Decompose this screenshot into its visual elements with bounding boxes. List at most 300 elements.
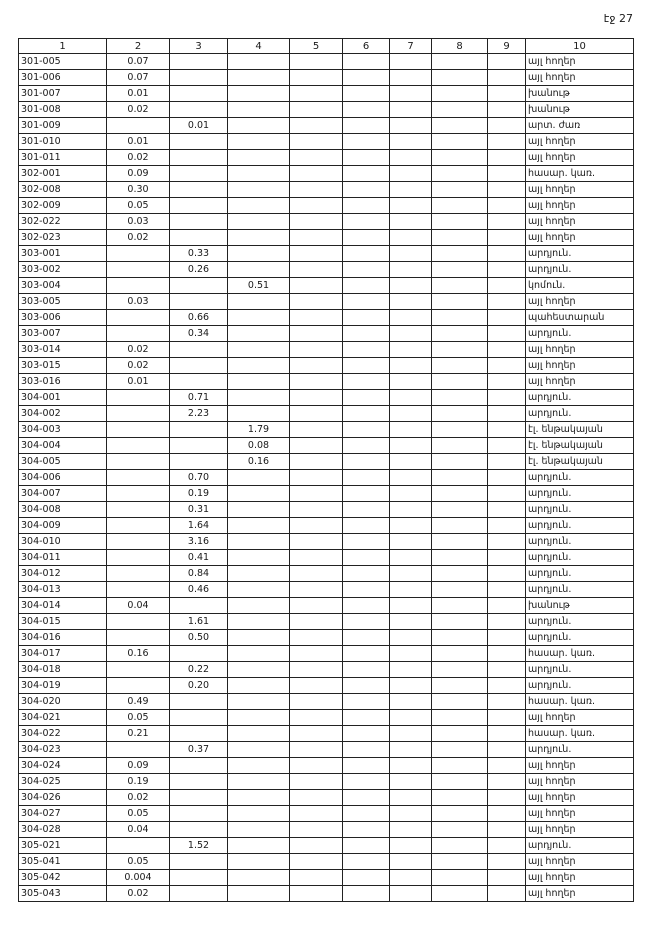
parcel-code-cell: 303-005 xyxy=(19,294,107,310)
land-use-cell: այլ հողեր xyxy=(526,758,634,774)
column-7-cell xyxy=(390,246,432,262)
table-row xyxy=(19,550,634,566)
column-8-cell xyxy=(432,822,488,838)
column-2-cell xyxy=(107,550,170,566)
column-4-cell xyxy=(228,502,290,518)
column-8-cell xyxy=(432,806,488,822)
column-4-cell xyxy=(228,486,290,502)
table-row xyxy=(19,278,634,294)
column-4-cell xyxy=(228,582,290,598)
column-2-cell xyxy=(107,518,170,534)
column-4-cell xyxy=(228,774,290,790)
table-row xyxy=(19,806,634,822)
column-6-cell xyxy=(343,518,390,534)
column-4-cell: 0.16 xyxy=(228,454,290,470)
column-7-cell xyxy=(390,838,432,854)
column-9-cell xyxy=(488,374,526,390)
land-use-cell: արդյուն. xyxy=(526,614,634,630)
table-row xyxy=(19,582,634,598)
column-8-cell xyxy=(432,662,488,678)
column-2-cell: 0.05 xyxy=(107,710,170,726)
column-3-cell xyxy=(170,198,228,214)
column-7-cell xyxy=(390,662,432,678)
land-use-cell: արդյուն. xyxy=(526,630,634,646)
column-7-cell xyxy=(390,214,432,230)
column-8-cell xyxy=(432,886,488,902)
column-4-cell xyxy=(228,150,290,166)
table-row xyxy=(19,182,634,198)
column-5-cell xyxy=(290,278,343,294)
column-6-cell xyxy=(343,710,390,726)
column-6-cell xyxy=(343,454,390,470)
column-3-cell: 0.46 xyxy=(170,582,228,598)
column-3-cell xyxy=(170,710,228,726)
column-9-cell xyxy=(488,678,526,694)
column-2-cell xyxy=(107,118,170,134)
column-8-cell xyxy=(432,310,488,326)
column-9-cell xyxy=(488,854,526,870)
column-2-cell: 0.01 xyxy=(107,374,170,390)
column-2-cell xyxy=(107,630,170,646)
column-9-cell xyxy=(488,550,526,566)
column-4-cell xyxy=(228,678,290,694)
parcel-code-cell: 304-001 xyxy=(19,390,107,406)
column-5-cell xyxy=(290,694,343,710)
table-row xyxy=(19,566,634,582)
column-8-cell xyxy=(432,166,488,182)
column-4-cell xyxy=(228,822,290,838)
column-5-cell xyxy=(290,246,343,262)
table-row xyxy=(19,166,634,182)
column-7-cell xyxy=(390,550,432,566)
column-3-cell xyxy=(170,806,228,822)
land-use-cell: այլ հողեր xyxy=(526,342,634,358)
column-5-cell xyxy=(290,502,343,518)
column-3-cell xyxy=(170,150,228,166)
land-use-cell: այլ հողեր xyxy=(526,230,634,246)
parcel-code-cell: 304-028 xyxy=(19,822,107,838)
column-5-cell xyxy=(290,198,343,214)
column-2-cell: 0.03 xyxy=(107,214,170,230)
column-3-cell: 0.26 xyxy=(170,262,228,278)
column-6-cell xyxy=(343,134,390,150)
column-8-cell xyxy=(432,422,488,438)
column-7-cell xyxy=(390,358,432,374)
column-6-cell xyxy=(343,358,390,374)
column-4-cell xyxy=(228,646,290,662)
column-8-cell xyxy=(432,278,488,294)
column-2-cell: 0.21 xyxy=(107,726,170,742)
column-2-cell: 0.49 xyxy=(107,694,170,710)
parcel-code-cell: 304-010 xyxy=(19,534,107,550)
column-4-cell xyxy=(228,214,290,230)
column-header: 6 xyxy=(343,39,390,54)
parcel-code-cell: 305-021 xyxy=(19,838,107,854)
column-8-cell xyxy=(432,550,488,566)
column-2-cell: 0.004 xyxy=(107,870,170,886)
column-6-cell xyxy=(343,342,390,358)
column-8-cell xyxy=(432,470,488,486)
table-row xyxy=(19,214,634,230)
column-3-cell xyxy=(170,758,228,774)
land-use-cell: այլ հողեր xyxy=(526,822,634,838)
column-7-cell xyxy=(390,518,432,534)
column-9-cell xyxy=(488,262,526,278)
column-4-cell xyxy=(228,406,290,422)
column-3-cell: 3.16 xyxy=(170,534,228,550)
column-4-cell xyxy=(228,246,290,262)
parcel-code-cell: 301-006 xyxy=(19,70,107,86)
column-2-cell xyxy=(107,566,170,582)
land-use-cell: այլ հողեր xyxy=(526,774,634,790)
column-8-cell xyxy=(432,630,488,646)
column-7-cell xyxy=(390,614,432,630)
column-7-cell xyxy=(390,86,432,102)
column-2-cell xyxy=(107,470,170,486)
column-8-cell xyxy=(432,102,488,118)
column-9-cell xyxy=(488,342,526,358)
column-7-cell xyxy=(390,678,432,694)
column-6-cell xyxy=(343,582,390,598)
parcel-code-cell: 304-007 xyxy=(19,486,107,502)
land-use-cell: հասար. կառ. xyxy=(526,166,634,182)
column-2-cell: 0.30 xyxy=(107,182,170,198)
column-7-cell xyxy=(390,742,432,758)
column-2-cell: 0.05 xyxy=(107,198,170,214)
column-7-cell xyxy=(390,390,432,406)
column-5-cell xyxy=(290,518,343,534)
table-row xyxy=(19,678,634,694)
column-5-cell xyxy=(290,102,343,118)
column-7-cell xyxy=(390,310,432,326)
column-4-cell xyxy=(228,838,290,854)
column-7-cell xyxy=(390,534,432,550)
parcel-code-cell: 304-015 xyxy=(19,614,107,630)
column-3-cell xyxy=(170,822,228,838)
column-6-cell xyxy=(343,182,390,198)
table-row xyxy=(19,86,634,102)
column-8-cell xyxy=(432,582,488,598)
land-use-cell: խանութ xyxy=(526,102,634,118)
land-use-cell: արդյուն. xyxy=(526,262,634,278)
column-4-cell xyxy=(228,742,290,758)
parcel-code-cell: 304-002 xyxy=(19,406,107,422)
column-4-cell: 0.51 xyxy=(228,278,290,294)
column-8-cell xyxy=(432,150,488,166)
column-9-cell xyxy=(488,438,526,454)
column-9-cell xyxy=(488,166,526,182)
column-8-cell xyxy=(432,358,488,374)
column-5-cell xyxy=(290,150,343,166)
column-5-cell xyxy=(290,550,343,566)
column-5-cell xyxy=(290,726,343,742)
column-9-cell xyxy=(488,102,526,118)
column-6-cell xyxy=(343,774,390,790)
column-8-cell xyxy=(432,870,488,886)
land-use-cell: խանութ xyxy=(526,86,634,102)
column-6-cell xyxy=(343,262,390,278)
table-row xyxy=(19,710,634,726)
land-use-cell: արդյուն. xyxy=(526,470,634,486)
column-3-cell xyxy=(170,182,228,198)
column-5-cell xyxy=(290,630,343,646)
land-use-cell: հասար. կառ. xyxy=(526,726,634,742)
parcel-code-cell: 301-007 xyxy=(19,86,107,102)
column-3-cell xyxy=(170,134,228,150)
column-4-cell xyxy=(228,662,290,678)
land-use-cell: արտ. ժառ xyxy=(526,118,634,134)
land-use-cell: արդյուն. xyxy=(526,486,634,502)
column-7-cell xyxy=(390,646,432,662)
column-8-cell xyxy=(432,502,488,518)
table-row xyxy=(19,822,634,838)
column-7-cell xyxy=(390,278,432,294)
column-6-cell xyxy=(343,630,390,646)
column-4-cell xyxy=(228,166,290,182)
column-7-cell xyxy=(390,870,432,886)
column-9-cell xyxy=(488,134,526,150)
land-use-cell: այլ հողեր xyxy=(526,198,634,214)
column-2-cell: 0.07 xyxy=(107,70,170,86)
parcel-code-cell: 303-006 xyxy=(19,310,107,326)
table-row xyxy=(19,150,634,166)
column-5-cell xyxy=(290,566,343,582)
column-6-cell xyxy=(343,742,390,758)
table-row xyxy=(19,886,634,902)
table-row xyxy=(19,646,634,662)
column-7-cell xyxy=(390,182,432,198)
column-6-cell xyxy=(343,870,390,886)
parcel-code-cell: 301-005 xyxy=(19,54,107,70)
column-header: 7 xyxy=(390,39,432,54)
column-9-cell xyxy=(488,502,526,518)
column-8-cell xyxy=(432,566,488,582)
parcel-code-cell: 303-004 xyxy=(19,278,107,294)
column-3-cell: 0.31 xyxy=(170,502,228,518)
column-5-cell xyxy=(290,310,343,326)
page-number: էջ 27 xyxy=(603,12,633,25)
table-row xyxy=(19,758,634,774)
parcel-code-cell: 302-008 xyxy=(19,182,107,198)
column-8-cell xyxy=(432,694,488,710)
column-9-cell xyxy=(488,870,526,886)
table-row xyxy=(19,54,634,70)
column-3-cell: 0.70 xyxy=(170,470,228,486)
column-4-cell xyxy=(228,598,290,614)
parcel-code-cell: 304-004 xyxy=(19,438,107,454)
table-row xyxy=(19,502,634,518)
column-5-cell xyxy=(290,390,343,406)
column-4-cell xyxy=(228,134,290,150)
column-5-cell xyxy=(290,422,343,438)
column-3-cell xyxy=(170,102,228,118)
column-8-cell xyxy=(432,134,488,150)
column-6-cell xyxy=(343,854,390,870)
column-2-cell xyxy=(107,662,170,678)
table-row xyxy=(19,518,634,534)
land-use-cell: արդյուն. xyxy=(526,534,634,550)
column-7-cell xyxy=(390,790,432,806)
column-5-cell xyxy=(290,870,343,886)
column-9-cell xyxy=(488,486,526,502)
column-5-cell xyxy=(290,454,343,470)
parcel-code-cell: 304-016 xyxy=(19,630,107,646)
column-3-cell: 0.34 xyxy=(170,326,228,342)
column-7-cell xyxy=(390,262,432,278)
column-7-cell xyxy=(390,630,432,646)
column-9-cell xyxy=(488,614,526,630)
column-4-cell xyxy=(228,86,290,102)
land-use-cell: արդյուն. xyxy=(526,246,634,262)
column-7-cell xyxy=(390,70,432,86)
column-9-cell xyxy=(488,822,526,838)
column-2-cell: 0.02 xyxy=(107,342,170,358)
table-row xyxy=(19,246,634,262)
table-row xyxy=(19,262,634,278)
parcel-code-cell: 303-016 xyxy=(19,374,107,390)
column-4-cell xyxy=(228,710,290,726)
column-8-cell xyxy=(432,742,488,758)
column-2-cell: 0.02 xyxy=(107,358,170,374)
column-7-cell xyxy=(390,374,432,390)
column-3-cell xyxy=(170,870,228,886)
column-7-cell xyxy=(390,886,432,902)
column-6-cell xyxy=(343,150,390,166)
column-6-cell xyxy=(343,118,390,134)
land-use-cell: արդյուն. xyxy=(526,838,634,854)
column-2-cell: 0.01 xyxy=(107,86,170,102)
land-use-cell: այլ հողեր xyxy=(526,214,634,230)
column-8-cell xyxy=(432,758,488,774)
column-2-cell xyxy=(107,310,170,326)
column-8-cell xyxy=(432,246,488,262)
column-7-cell xyxy=(390,758,432,774)
column-4-cell xyxy=(228,694,290,710)
column-9-cell xyxy=(488,214,526,230)
column-8-cell xyxy=(432,262,488,278)
column-8-cell xyxy=(432,182,488,198)
column-2-cell xyxy=(107,678,170,694)
column-9-cell xyxy=(488,726,526,742)
land-use-cell: այլ հողեր xyxy=(526,150,634,166)
column-2-cell xyxy=(107,390,170,406)
column-7-cell xyxy=(390,438,432,454)
column-2-cell: 0.05 xyxy=(107,854,170,870)
column-2-cell xyxy=(107,422,170,438)
column-8-cell xyxy=(432,70,488,86)
column-2-cell: 0.03 xyxy=(107,294,170,310)
column-4-cell xyxy=(228,470,290,486)
parcel-code-cell: 301-009 xyxy=(19,118,107,134)
parcel-code-cell: 303-002 xyxy=(19,262,107,278)
column-2-cell: 0.02 xyxy=(107,230,170,246)
column-8-cell xyxy=(432,598,488,614)
parcel-code-cell: 303-014 xyxy=(19,342,107,358)
column-6-cell xyxy=(343,294,390,310)
column-6-cell xyxy=(343,246,390,262)
column-4-cell xyxy=(228,614,290,630)
column-2-cell: 0.07 xyxy=(107,54,170,70)
column-5-cell xyxy=(290,214,343,230)
table-row xyxy=(19,838,634,854)
column-5-cell xyxy=(290,822,343,838)
column-5-cell xyxy=(290,86,343,102)
column-9-cell xyxy=(488,230,526,246)
column-5-cell xyxy=(290,646,343,662)
column-8-cell xyxy=(432,854,488,870)
land-use-cell: կոմուն. xyxy=(526,278,634,294)
parcel-code-cell: 304-023 xyxy=(19,742,107,758)
column-6-cell xyxy=(343,822,390,838)
column-2-cell: 0.09 xyxy=(107,166,170,182)
land-use-cell: արդյուն. xyxy=(526,742,634,758)
table-row xyxy=(19,438,634,454)
land-use-cell: այլ հողեր xyxy=(526,374,634,390)
column-5-cell xyxy=(290,182,343,198)
column-header: 8 xyxy=(432,39,488,54)
parcel-code-cell: 302-023 xyxy=(19,230,107,246)
column-3-cell: 2.23 xyxy=(170,406,228,422)
land-use-cell: այլ հողեր xyxy=(526,854,634,870)
column-7-cell xyxy=(390,470,432,486)
column-3-cell xyxy=(170,694,228,710)
column-2-cell xyxy=(107,742,170,758)
column-5-cell xyxy=(290,374,343,390)
parcel-code-cell: 304-021 xyxy=(19,710,107,726)
column-5-cell xyxy=(290,294,343,310)
column-2-cell: 0.04 xyxy=(107,822,170,838)
column-8-cell xyxy=(432,294,488,310)
column-8-cell xyxy=(432,486,488,502)
land-use-cell: հասար. կառ. xyxy=(526,694,634,710)
column-7-cell xyxy=(390,102,432,118)
column-5-cell xyxy=(290,838,343,854)
column-9-cell xyxy=(488,790,526,806)
column-6-cell xyxy=(343,390,390,406)
column-9-cell xyxy=(488,294,526,310)
parcel-code-cell: 304-013 xyxy=(19,582,107,598)
parcel-code-cell: 304-009 xyxy=(19,518,107,534)
table-row xyxy=(19,454,634,470)
column-header: 10 xyxy=(526,39,634,54)
column-6-cell xyxy=(343,758,390,774)
column-7-cell xyxy=(390,822,432,838)
column-6-cell xyxy=(343,438,390,454)
column-8-cell xyxy=(432,86,488,102)
column-2-cell xyxy=(107,406,170,422)
parcel-code-cell: 304-012 xyxy=(19,566,107,582)
column-4-cell xyxy=(228,758,290,774)
column-4-cell xyxy=(228,550,290,566)
table-row xyxy=(19,630,634,646)
parcel-code-cell: 303-001 xyxy=(19,246,107,262)
column-3-cell xyxy=(170,54,228,70)
parcel-code-cell: 304-008 xyxy=(19,502,107,518)
table-row xyxy=(19,118,634,134)
column-3-cell: 0.01 xyxy=(170,118,228,134)
column-9-cell xyxy=(488,326,526,342)
column-5-cell xyxy=(290,662,343,678)
parcel-code-cell: 305-041 xyxy=(19,854,107,870)
table-row xyxy=(19,310,634,326)
column-8-cell xyxy=(432,406,488,422)
column-4-cell xyxy=(228,390,290,406)
column-5-cell xyxy=(290,790,343,806)
column-9-cell xyxy=(488,390,526,406)
column-5-cell xyxy=(290,534,343,550)
table-row xyxy=(19,422,634,438)
parcel-code-cell: 305-043 xyxy=(19,886,107,902)
